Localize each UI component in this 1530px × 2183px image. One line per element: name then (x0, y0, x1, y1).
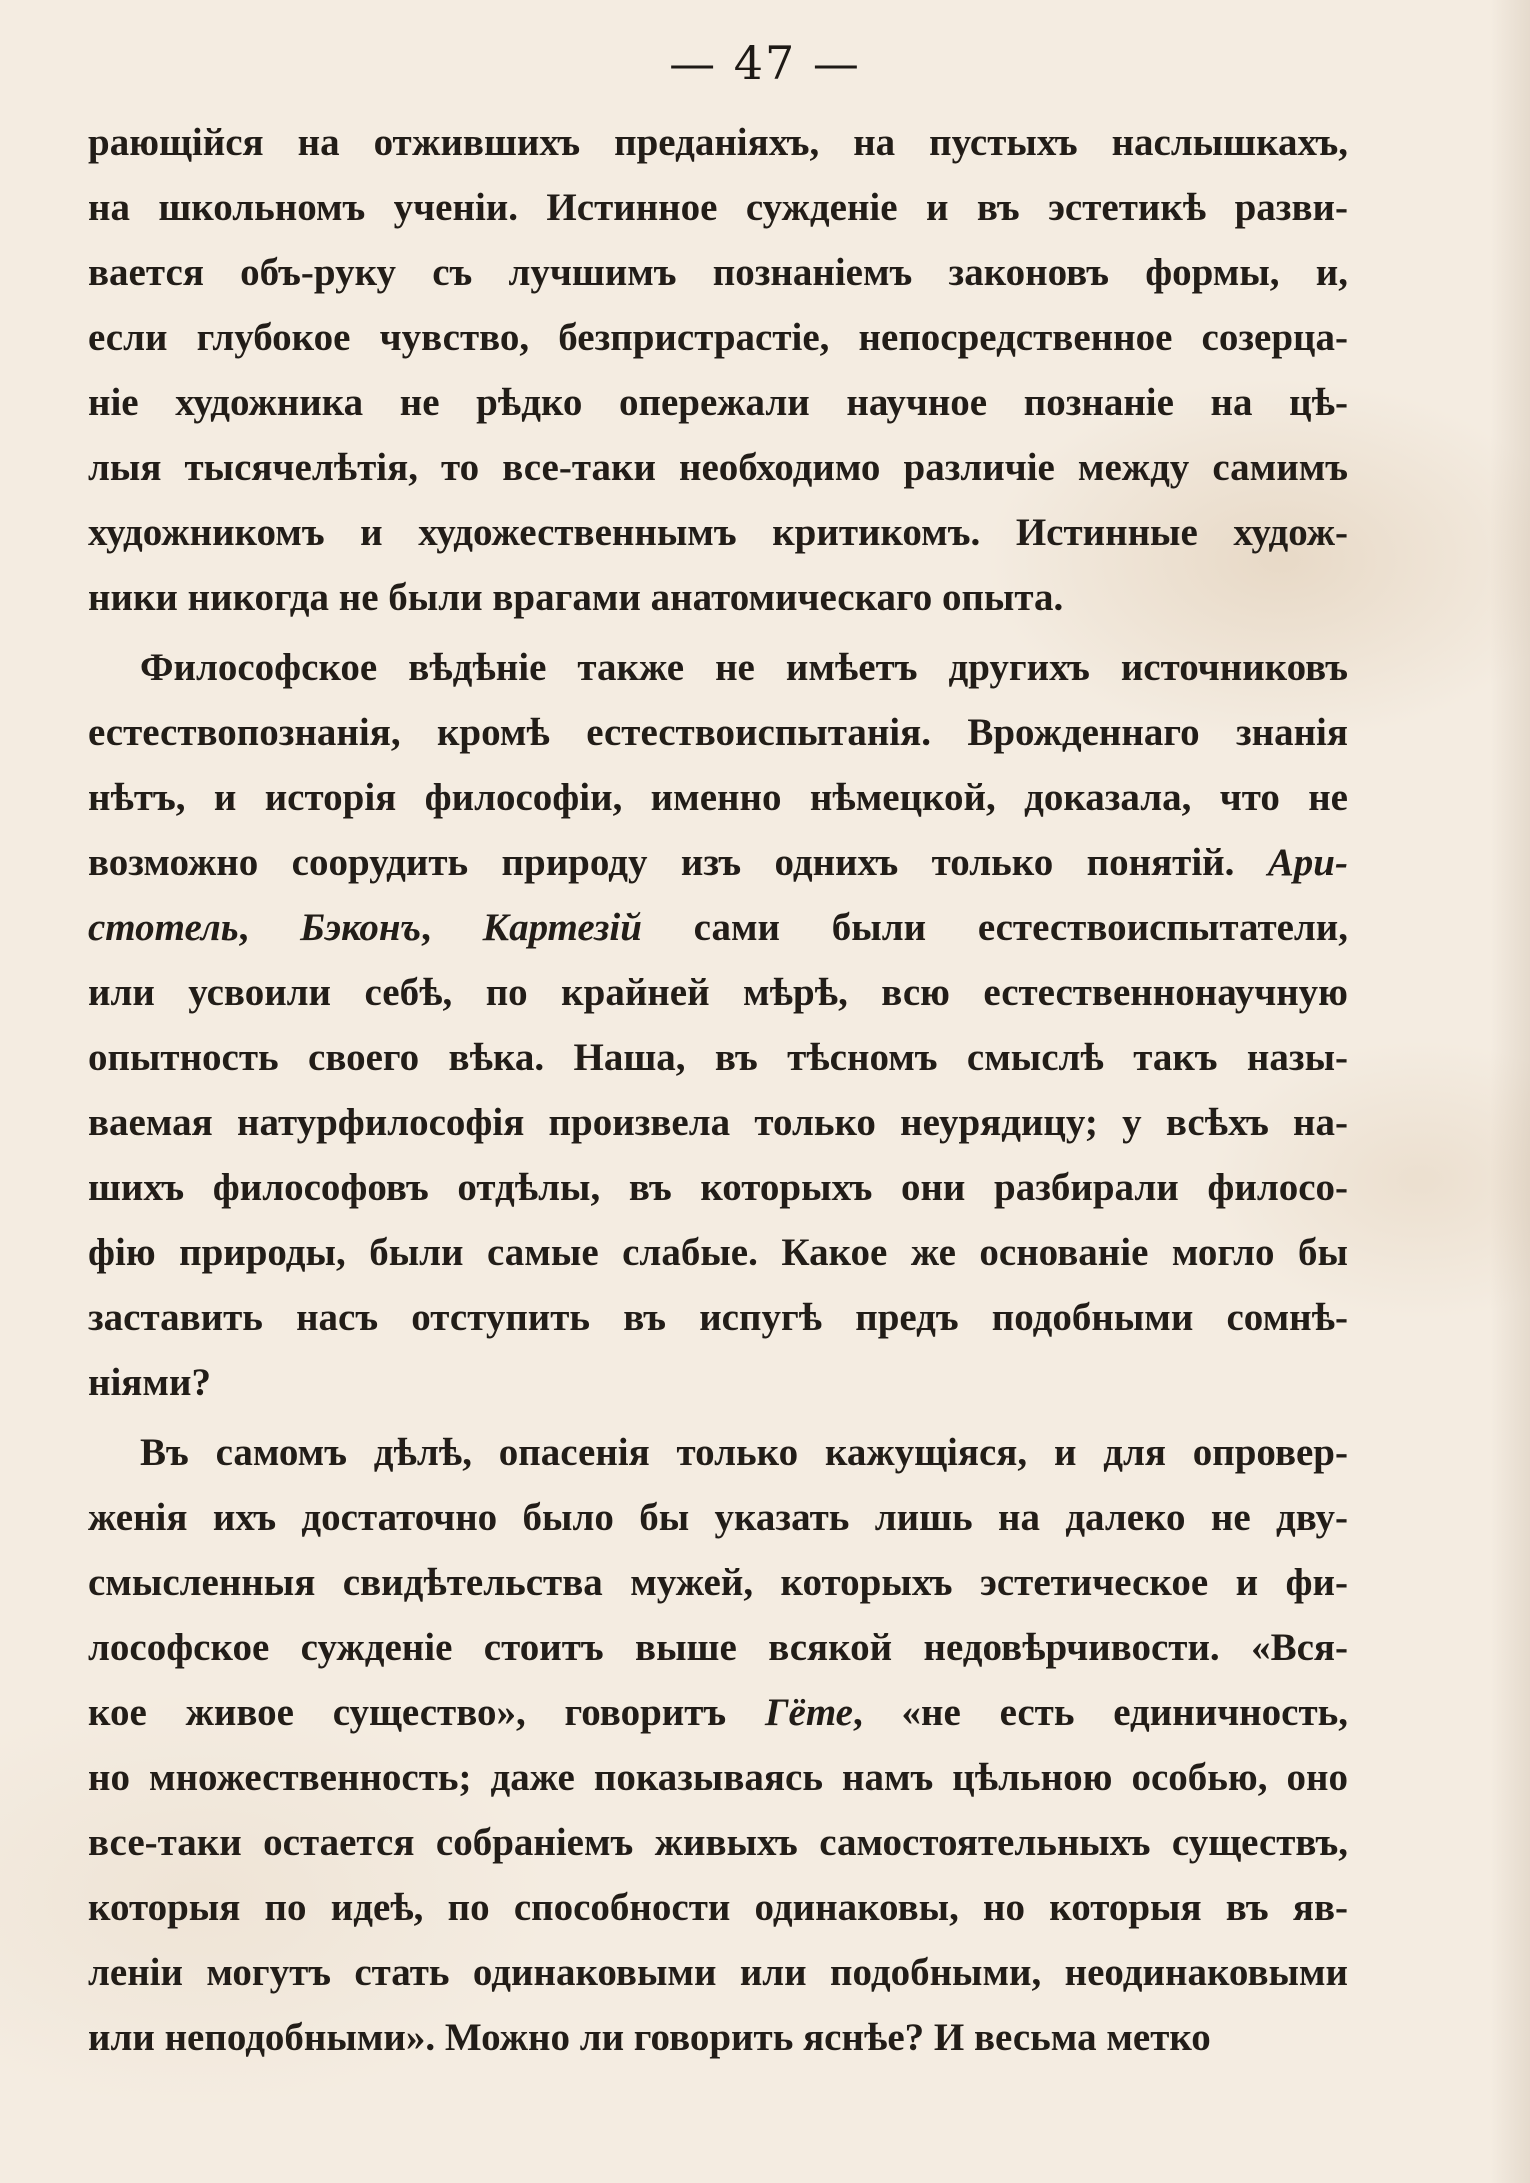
italic-name: стотель (88, 906, 239, 949)
text-line (88, 305, 1348, 370)
text-run: смысленныя свидѣтельства мужей, которыхъ эстетическое и фи- (88, 1561, 1348, 1604)
text-line (88, 370, 1348, 435)
text-run: нѣтъ, и исторія философіи, именно нѣмецкой, доказала, что не (88, 776, 1348, 819)
text-run: Философское вѣдѣніе также не имѣетъ другихъ источниковъ (140, 646, 1348, 689)
text-line (88, 1025, 1348, 1090)
text-line (88, 1285, 1348, 1350)
text-line (88, 1485, 1348, 1550)
text-run: , (238, 906, 301, 949)
text-run: , «не есть единичность, (852, 1691, 1348, 1734)
text-run: если глубокое чувство, безпристрастіе, непосредственное созерца- (88, 316, 1348, 359)
text-run: ваемая натурфилософія произвела только неурядицу; у всѣхъ на- (88, 1101, 1348, 1144)
text-run: но множественность; даже показываясь намъ цѣльною особью, оно (88, 1756, 1348, 1799)
text-run: лософское сужденіе стоитъ выше всякой недовѣрчивости. «Вся- (88, 1626, 1348, 1669)
text-run: шихъ философовъ отдѣлы, въ которыхъ они разбирали филосо- (88, 1166, 1348, 1209)
text-line (88, 700, 1348, 765)
text-run: все-таки остается собраніемъ живыхъ самостоятельныхъ существъ, (88, 1821, 1348, 1864)
text-line (88, 2005, 1348, 2070)
text-line (88, 1420, 1348, 1485)
text-line (88, 1090, 1348, 1155)
text-run: , (421, 906, 483, 949)
text-line (88, 635, 1348, 700)
text-run: вается объ-руку съ лучшимъ познаніемъ законовъ формы, и, (88, 251, 1348, 294)
text-run: ніями? (88, 1361, 211, 1404)
text-run: возможно соорудить природу изъ однихъ только понятій. (88, 841, 1268, 884)
text-run: опытность своего вѣка. Наша, въ тѣсномъ смыслѣ такъ назы- (88, 1036, 1348, 1079)
text-line (88, 1875, 1348, 1940)
text-line (88, 565, 1348, 630)
text-run: на школьномъ ученіи. Истинное сужденіе и въ эстетикѣ разви- (88, 186, 1348, 229)
text-line (88, 435, 1348, 500)
text-line (88, 765, 1348, 830)
text-run: заставить насъ отступить въ испугѣ предъ подобными сомнѣ- (88, 1296, 1348, 1339)
italic-name: Картезій (482, 906, 642, 949)
paragraph (88, 1420, 1348, 2070)
text-line (88, 1745, 1348, 1810)
text-line (88, 960, 1348, 1025)
text-line (88, 1810, 1348, 1875)
text-run: ніе художника не рѣдко опережали научное познаніе на цѣ- (88, 381, 1348, 424)
text-line (88, 1220, 1348, 1285)
paragraph (88, 110, 1348, 630)
italic-name: Ари- (1267, 841, 1348, 884)
italic-name: Гёте (764, 1691, 853, 1734)
text-line (88, 175, 1348, 240)
text-run: или неподобными». Можно ли говорить яснѣе? И весьма метко (88, 2016, 1211, 2059)
text-line (88, 110, 1348, 175)
text-run: сами были естествоиспытатели, (641, 906, 1349, 949)
page-edge-shadow (1490, 0, 1530, 2183)
text-run: фію природы, были самые слабые. Какое же основаніе могло бы (88, 1231, 1348, 1274)
text-line (88, 1155, 1348, 1220)
text-run: леніи могутъ стать одинаковыми или подобными, неодинаковыми (88, 1951, 1348, 1994)
text-run: Въ самомъ дѣлѣ, опасенія только кажущіяся, и для опровер- (140, 1431, 1348, 1474)
text-run: кое живое существо», говоритъ (88, 1691, 765, 1734)
text-run: художникомъ и художественнымъ критикомъ. Истинные худож- (88, 511, 1348, 554)
italic-name: Бэконъ (300, 906, 422, 949)
text-run: которыя по идеѣ, по способности одинаковы, но которыя въ яв- (88, 1886, 1348, 1929)
text-line (88, 1940, 1348, 2005)
text-line (88, 895, 1348, 960)
text-run: рающійся на отжившихъ преданіяхъ, на пустыхъ наслышкахъ, (88, 121, 1348, 164)
text-line (88, 830, 1348, 895)
text-line (88, 1615, 1348, 1680)
text-run: ники никогда не были врагами анатомическаго опыта. (88, 576, 1064, 619)
text-line (88, 1680, 1348, 1745)
text-run: женія ихъ достаточно было бы указать лишь на далеко не дву- (88, 1496, 1348, 1539)
text-run: или усвоили себѣ, по крайней мѣрѣ, всю естественнонаучную (88, 971, 1348, 1014)
text-line (88, 1350, 1348, 1415)
text-run: естествопознанія, кромѣ естествоиспытанія. Врожденнаго знанія (88, 711, 1348, 754)
text-run: лыя тысячелѣтія, то все-таки необходимо различіе между самимъ (88, 446, 1348, 489)
page-body-text (88, 110, 1348, 2070)
text-line (88, 1550, 1348, 1615)
text-line (88, 500, 1348, 565)
paragraph (88, 635, 1348, 1415)
page-number: — 47 — (669, 36, 861, 90)
text-line (88, 240, 1348, 305)
